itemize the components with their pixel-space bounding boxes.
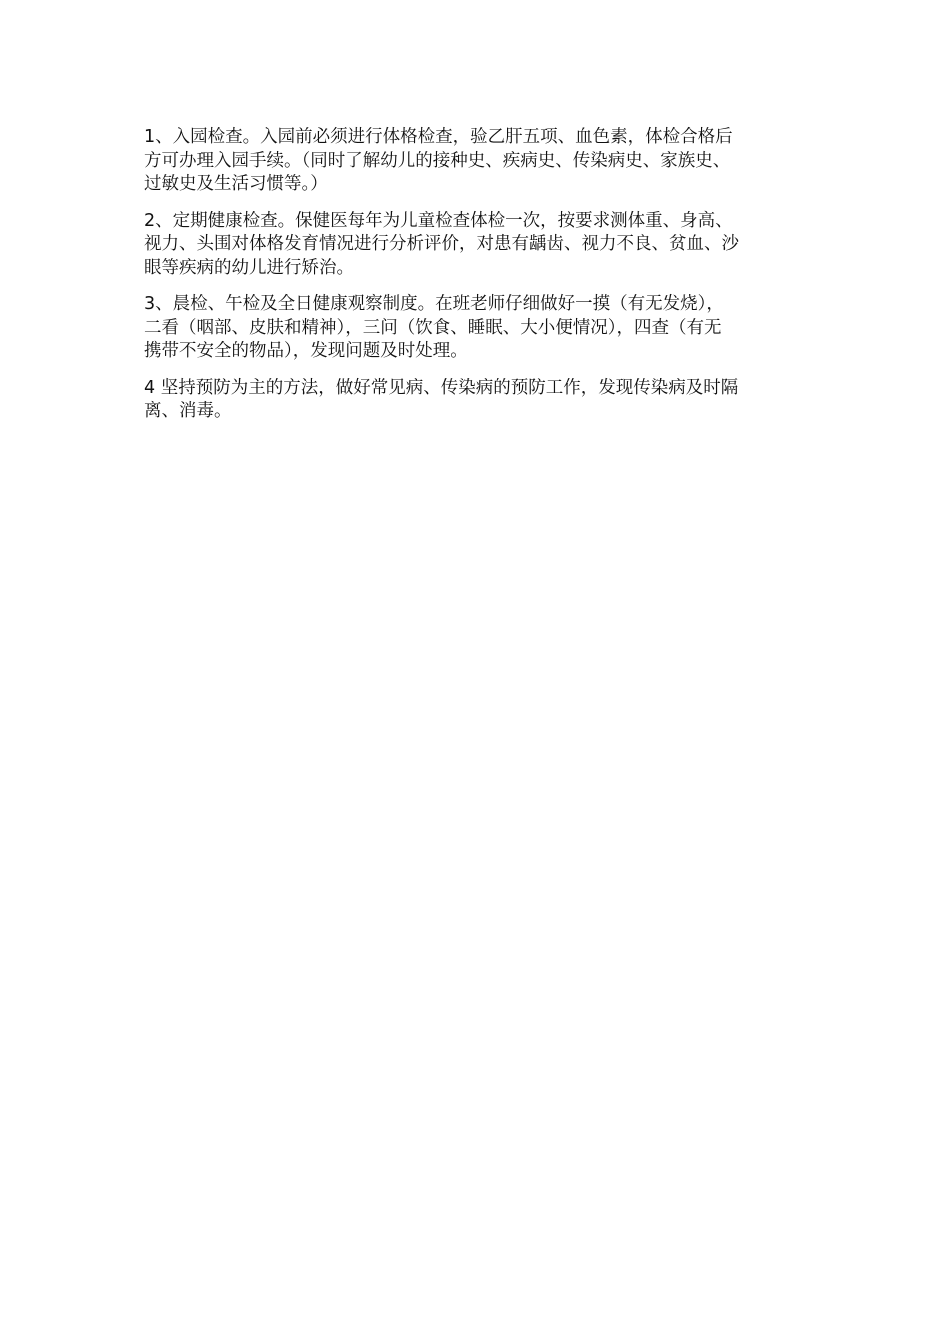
paragraph-prevention: 4 坚持预防为主的方法，做好常见病、传染病的预防工作，发现传染病及时隔 离、消毒。 <box>144 377 739 421</box>
paragraph-daily-health-observation: 3、晨检、午检及全日健康观察制度。在班老师仔细做好一摸（有无发烧）， 二看（咽部、皮肤和精神），三问（饮食、睡眠、大小便情况），四查（有无 携带不安全的物品），发现问题及时处理。 <box>144 294 724 361</box>
document-body <box>144 126 804 437</box>
paragraph-admission-check: 1、入园检查。入园前必须进行体格检查，验乙肝五项、血色素，体检合格后 方可办理入园手续。（同时了解幼儿的接种史、疾病史、传染病史、家族史、 过敏史及生活习惯等。） <box>144 127 733 194</box>
paragraph-regular-health-check: 2、定期健康检查。保健医每年为儿童检查体检一次，按要求测体重、身高、 视力、头围对体格发育情况进行分析评价，对患有龋齿、视力不良、贫血、沙 眼等疾病的幼儿进行矫治。 <box>144 210 739 278</box>
